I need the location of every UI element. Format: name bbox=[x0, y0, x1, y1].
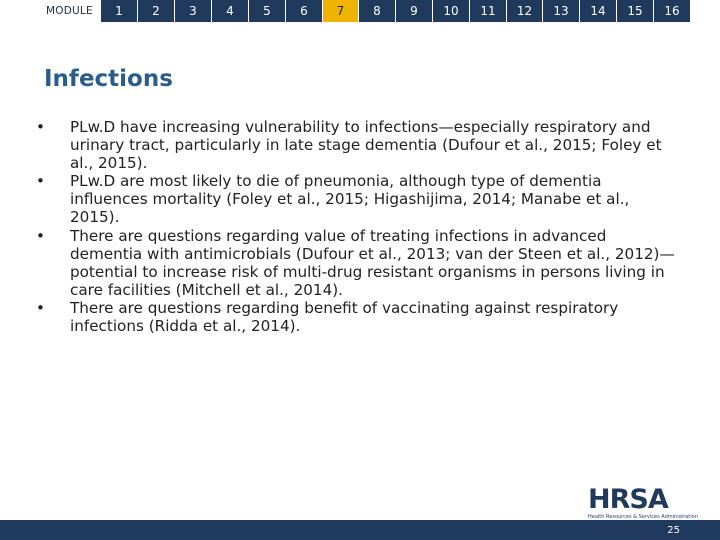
hrsa-logo-text: HRSA bbox=[588, 484, 668, 515]
hrsa-logo bbox=[588, 486, 698, 520]
module-label: MODULE bbox=[46, 0, 101, 22]
module-tab-13[interactable]: 13 bbox=[543, 0, 579, 22]
module-tab-4[interactable]: 4 bbox=[212, 0, 248, 22]
bullet-text: PLw.D have increasing vulnerability to infections—especially respiratory and urinary tract, particularly in late stage dementia (Dufour et al., 2015; Foley et al., 2015). bbox=[70, 118, 662, 173]
bullet-marker: • bbox=[36, 298, 45, 317]
bullet-text: There are questions regarding value of treating infections in advanced dementia with antimicrobials (Dufour et al., 2013; van der Steen et al., 2012)—potential to increase risk of multi-drug resistant organisms in persons living in care facilities (Mitchell et al., 2014). bbox=[70, 226, 675, 299]
module-tab-7-active[interactable]: 7 bbox=[323, 0, 358, 22]
bullet-marker: • bbox=[36, 226, 45, 245]
bullet-list bbox=[36, 118, 676, 335]
slide-title: Infections bbox=[44, 66, 173, 92]
module-tab-11[interactable]: 11 bbox=[470, 0, 506, 22]
module-tab-1[interactable]: 1 bbox=[101, 0, 137, 22]
page-number: 25 bbox=[667, 525, 680, 536]
hrsa-logo-subtext: Health Resources & Services Administration bbox=[588, 514, 698, 520]
module-tab-9[interactable]: 9 bbox=[396, 0, 432, 22]
bullet-item bbox=[36, 299, 676, 335]
module-navigation bbox=[0, 0, 720, 22]
module-tab-16[interactable]: 16 bbox=[654, 0, 690, 22]
module-tab-12[interactable]: 12 bbox=[507, 0, 542, 22]
bullet-item bbox=[36, 227, 676, 299]
bullet-marker: • bbox=[36, 172, 45, 191]
module-tab-2[interactable]: 2 bbox=[138, 0, 174, 22]
module-tab-6[interactable]: 6 bbox=[286, 0, 322, 22]
bullet-text: There are questions regarding benefit of vaccinating against respiratory infections (Ridda et al., 2014). bbox=[70, 298, 619, 336]
module-tab-8[interactable]: 8 bbox=[359, 0, 395, 22]
bullet-marker: • bbox=[36, 118, 45, 136]
module-tab-10[interactable]: 10 bbox=[433, 0, 469, 22]
bullet-item bbox=[36, 118, 676, 172]
module-tab-15[interactable]: 15 bbox=[617, 0, 653, 22]
footer-bar bbox=[0, 520, 720, 540]
module-tab-3[interactable]: 3 bbox=[175, 0, 211, 22]
module-tab-14[interactable]: 14 bbox=[580, 0, 616, 22]
bullet-text: PLw.D are most likely to die of pneumonia, although type of dementia influences mortality (Foley et al., 2015; Higashijima, 2014; Manabe et al., 2015). bbox=[70, 172, 630, 227]
module-tab-5[interactable]: 5 bbox=[249, 0, 285, 22]
bullet-item bbox=[36, 172, 676, 226]
